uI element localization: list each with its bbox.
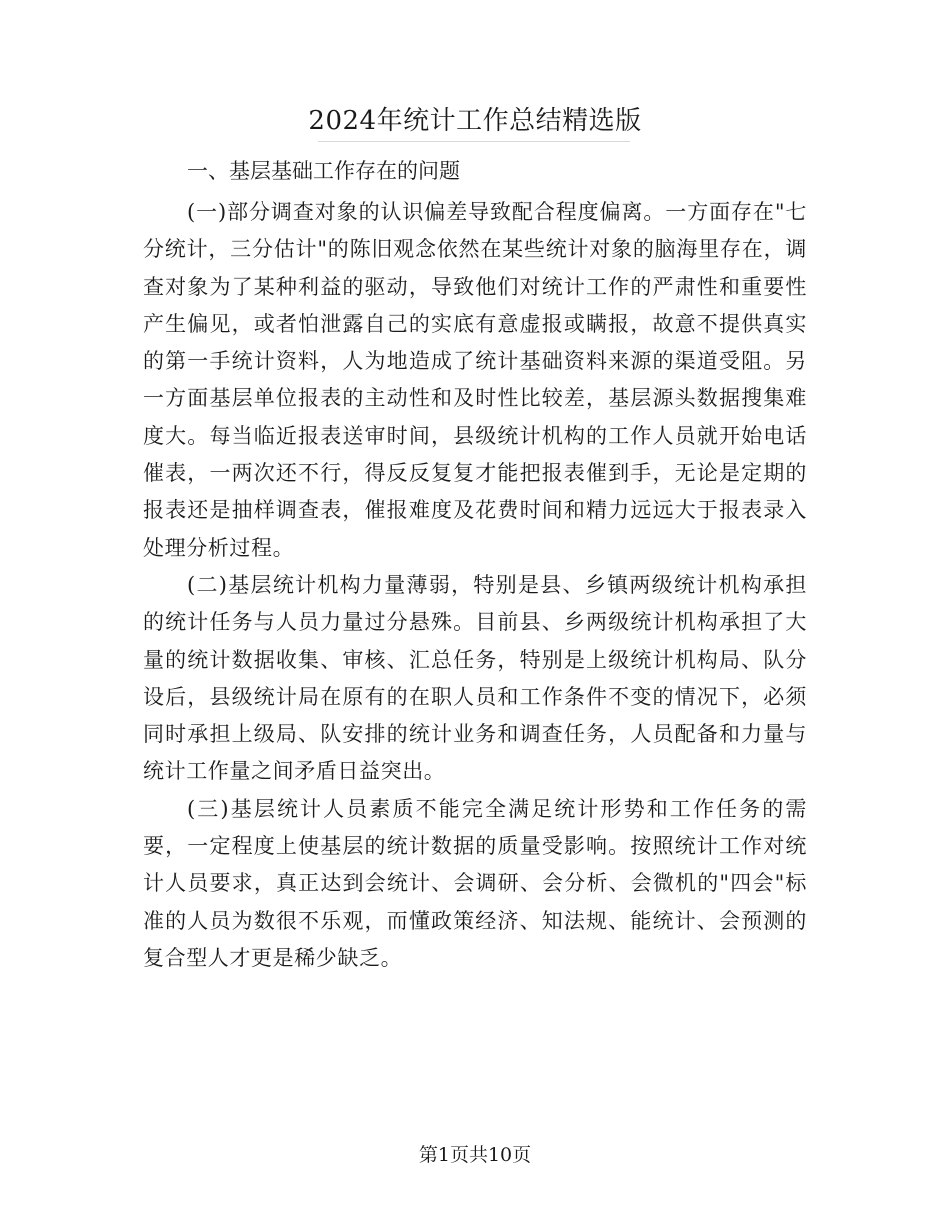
paragraph-1: (一)部分调查对象的认识偏差导致配合程度偏离。一方面存在"七分统计，三分估计"的陈旧观念依然在某些统计对象的脑海里存在，调查对象为了某种利益的驱动，导致他们对统计工作的严肃性和重要性产生偏见，或者怕泄露自己的实底有意虚报或瞒报，故意不提供真实的第一手统计资料，人为地造成了统计基础资料来源的渠道受阻。另一方面基层单位报表的主动性和及时性比较差，基层源头数据搜集难度大。每当临近报表送审时间，县级统计机构的工作人员就开始电话催表，一两次还不行，得反反复复才能把报表催到手，无论是定期的报表还是抽样调查表，催报难度及花费时间和精力远远大于报表录入处理分析过程。 [143, 200, 807, 560]
section-heading: 一、基层基础工作存在的问题 [187, 159, 460, 183]
paragraph-3: (三)基层统计人员素质不能完全满足统计形势和工作任务的需要，一定程度上使基层的统计数据的质量受影响。按照统计工作对统计人员要求，真正达到会统计、会调研、会分析、会微机的"四会"标准的人员为数很不乐观，而懂政策经济、知法规、能统计、会预测的复合型人才更是稀少缺乏。 [143, 796, 807, 970]
title-underline [318, 141, 630, 142]
document-body [143, 152, 807, 977]
document-title: 2024年统计工作总结精选版 [308, 106, 642, 136]
paragraph-2: (二)基层统计机构力量薄弱，特别是县、乡镇两级统计机构承担的统计任务与人员力量过分悬殊。目前县、乡两级统计机构承担了大量的统计数据收集、审核、汇总任务，特别是上级统计机构局、队分设后，县级统计局在原有的在职人员和工作条件不变的情况下，必须同时承担上级局、队安排的统计业务和调查任务，人员配备和力量与统计工作量之间矛盾日益突出。 [143, 572, 807, 784]
page-number: 第1页共10页 [418, 1144, 532, 1166]
